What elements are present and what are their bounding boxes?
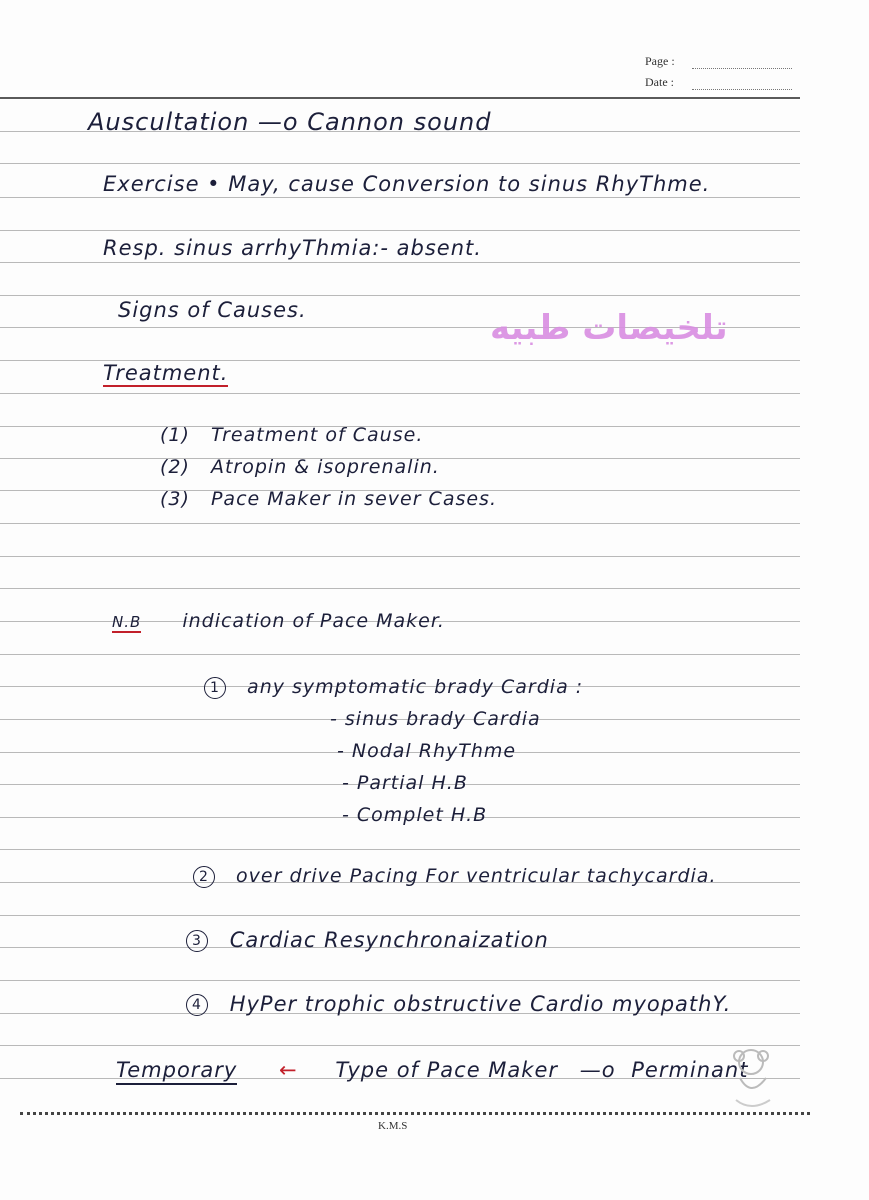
ruled-line xyxy=(0,197,800,198)
sub-item: - Partial H.B xyxy=(342,772,468,794)
temporary-label: Temporary xyxy=(116,1058,237,1085)
page-field-dots xyxy=(692,68,792,69)
date-field-dots xyxy=(692,89,792,90)
ruled-line xyxy=(0,230,800,231)
ruled-line xyxy=(0,163,800,164)
indication-number: 2 xyxy=(193,866,215,888)
indication-item xyxy=(193,865,716,888)
ruled-line xyxy=(0,588,800,589)
permanent-label: Perminant xyxy=(631,1058,749,1082)
ruled-line xyxy=(0,393,800,394)
footer-label: K.M.S xyxy=(378,1120,408,1132)
bottom-dotted-line xyxy=(20,1112,810,1115)
sub-item: - Complet H.B xyxy=(342,804,488,826)
ruled-line xyxy=(0,295,800,296)
treatment-item-number: (2) xyxy=(160,456,190,478)
right-arrow-icon: —o xyxy=(579,1058,616,1082)
indication-text: any symptomatic brady Cardia : xyxy=(247,676,584,698)
treatment-heading: Treatment. xyxy=(103,361,229,385)
ruled-line xyxy=(0,262,800,263)
indication-text: over drive Pacing For ventricular tachycardia. xyxy=(236,865,717,887)
treatment-item-text: Treatment of Cause. xyxy=(210,424,424,446)
signs-line: Signs of Causes. xyxy=(118,298,307,322)
treatment-item-text: Pace Maker in sever Cases. xyxy=(210,488,497,510)
resp-line: Resp. sinus arrhyThmia:- absent. xyxy=(103,236,482,260)
indication-item xyxy=(186,928,549,952)
ruled-line xyxy=(0,654,800,655)
ruled-line xyxy=(0,556,800,557)
treatment-item xyxy=(160,456,497,488)
auscultation-line: Auscultation —o Cannon sound xyxy=(88,108,492,136)
sub-item: - Nodal RhyThme xyxy=(337,740,517,762)
treatment-item-number: (1) xyxy=(160,424,190,446)
top-margin-line xyxy=(0,97,800,99)
nb-line xyxy=(112,610,445,632)
indication-number: 4 xyxy=(186,994,208,1016)
nb-label: N.B xyxy=(112,613,142,631)
ruled-line xyxy=(0,980,800,981)
doodle-icon xyxy=(718,1040,788,1115)
ruled-line xyxy=(0,849,800,850)
indication-item xyxy=(204,676,583,699)
indication-item xyxy=(186,992,731,1016)
sub-item: - sinus brady Cardia xyxy=(330,708,541,730)
date-label: Date : xyxy=(645,75,674,89)
treatment-item-number: (3) xyxy=(160,488,190,510)
ruled-line xyxy=(0,1045,800,1046)
indication-text: HyPer trophic obstructive Cardio myopathY. xyxy=(229,992,732,1016)
left-arrow-icon: ← xyxy=(279,1058,298,1082)
page-label: Page : xyxy=(645,54,675,68)
indication-number: 3 xyxy=(186,930,208,952)
ruled-line xyxy=(0,915,800,916)
watermark: تلخيصات طبيه xyxy=(490,308,728,348)
ruled-line xyxy=(0,523,800,524)
treatment-item xyxy=(160,424,497,456)
pacemaker-types-line xyxy=(116,1058,748,1082)
indication-number: 1 xyxy=(204,677,226,699)
indication-text: Cardiac Resynchronaization xyxy=(229,928,549,952)
nb-text: indication of Pace Maker. xyxy=(182,610,445,632)
exercise-line: Exercise • May, cause Conversion to sinus RhyThme. xyxy=(103,172,711,196)
treatment-list xyxy=(160,424,497,520)
treatment-item-text: Atropin & isoprenalin. xyxy=(210,456,440,478)
treatment-item xyxy=(160,488,497,520)
pacemaker-type-label: Type of Pace Maker xyxy=(335,1058,558,1082)
